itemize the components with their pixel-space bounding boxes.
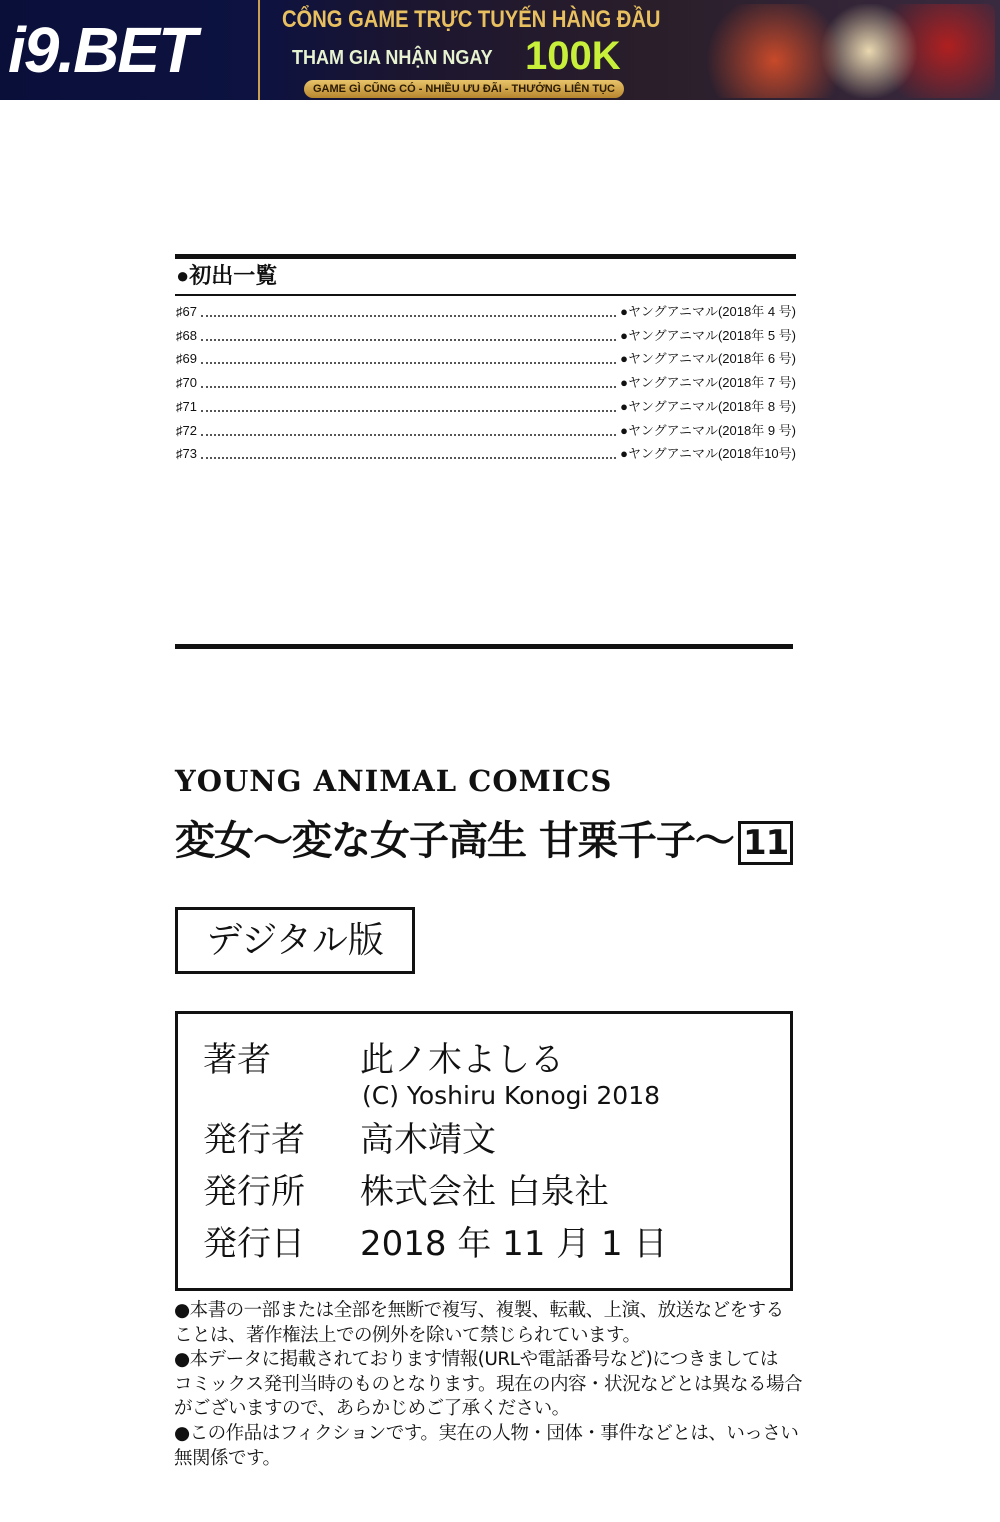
- brand-logo: i9.BET: [8, 14, 196, 86]
- author-label: 著者: [203, 1040, 271, 1080]
- heading-rule: [175, 294, 796, 296]
- legal-note-line: ●本書の一部または全部を無断で複写、複製、転載、上演、放送などをする: [174, 1300, 784, 1321]
- section-rule: [175, 644, 793, 649]
- source: ●ヤングアニマル(2018年 6 号): [620, 351, 796, 367]
- top-rule: [175, 254, 796, 259]
- legal-note-line: ●本データに掲載されております情報(URLや電話番号など)につきましては: [174, 1349, 778, 1371]
- episode-number: ♯67: [176, 304, 197, 319]
- copyright: (C) Yoshiru Konogi 2018: [362, 1081, 661, 1110]
- legal-note-line: ことは、著作権法上での例外を除いて禁じられています。: [174, 1324, 641, 1346]
- divider: [258, 0, 260, 100]
- banner-subline: THAM GIA NHẬN NGAY: [292, 47, 493, 69]
- appearance-row: [176, 397, 796, 417]
- banner-tagline: GAME GÌ CŨNG CÓ - NHIỀU ƯU ĐÃI - THƯỞNG LIÊN TỤC: [304, 80, 624, 98]
- volume-number: 11: [738, 821, 793, 865]
- date-label: 発行日: [203, 1224, 305, 1264]
- source: ●ヤングアニマル(2018年 7 号): [620, 375, 796, 391]
- legal-note-line: がございますので、あらかじめご了承ください。: [174, 1398, 570, 1420]
- title-text: 変女〜変な女子高生 甘栗千子〜: [175, 818, 734, 864]
- source: ●ヤングアニマル(2018年 9 号): [620, 422, 796, 438]
- dot-leader: [201, 378, 616, 388]
- dot-leader: [201, 331, 616, 341]
- first-appearance-heading: ●初出一覧: [176, 263, 278, 288]
- episode-number: ♯69: [176, 351, 197, 367]
- episode-number: ♯70: [176, 375, 197, 391]
- appearance-row: [176, 326, 796, 346]
- appearance-row: [176, 349, 796, 369]
- company-name: 株式会社 白泉社: [360, 1172, 609, 1212]
- appearance-row: [176, 421, 796, 441]
- dot-leader: [201, 402, 616, 412]
- banner-characters-image: [680, 4, 995, 98]
- appearance-row: [176, 373, 796, 393]
- appearance-row: [176, 444, 796, 464]
- imprint-label: YOUNG ANIMAL COMICS: [175, 764, 613, 798]
- source: ●ヤングアニマル(2018年10号): [620, 446, 796, 462]
- company-label: 発行所: [203, 1172, 305, 1212]
- episode-number: ♯72: [176, 422, 197, 438]
- publisher-label: 発行者: [203, 1120, 305, 1160]
- book-title: [175, 816, 793, 866]
- dot-leader: [201, 449, 616, 459]
- legal-note-line: コミックス発刊当時のものとなります。現在の内容・状況などとは異なる場合: [174, 1373, 802, 1395]
- edition-label: デジタル版: [175, 907, 415, 974]
- source: ●ヤングアニマル(2018年 4 号): [620, 304, 796, 319]
- author-name: 此ノ木よしる: [360, 1040, 564, 1080]
- episode-number: ♯71: [176, 398, 197, 414]
- dot-leader: [201, 354, 616, 364]
- appearance-row: [176, 302, 796, 322]
- legal-note-line: ●この作品はフィクションです。実在の人物・団体・事件などとは、いっさい: [174, 1423, 799, 1444]
- dot-leader: [201, 426, 616, 436]
- episode-number: ♯73: [176, 446, 197, 462]
- dot-leader: [201, 307, 616, 317]
- source: ●ヤングアニマル(2018年 5 号): [620, 327, 796, 343]
- publish-date: 2018 年 11 月 1 日: [360, 1224, 668, 1264]
- banner-headline: CỔNG GAME TRỰC TUYẾN HÀNG ĐẦU: [282, 6, 661, 33]
- publisher-name: 高木靖文: [360, 1120, 496, 1160]
- legal-note-line: 無関係です。: [174, 1447, 281, 1469]
- episode-number: ♯68: [176, 327, 197, 343]
- source: ●ヤングアニマル(2018年 8 号): [620, 398, 796, 414]
- banner-amount: 100K: [525, 34, 621, 78]
- ad-banner[interactable]: [0, 0, 1000, 100]
